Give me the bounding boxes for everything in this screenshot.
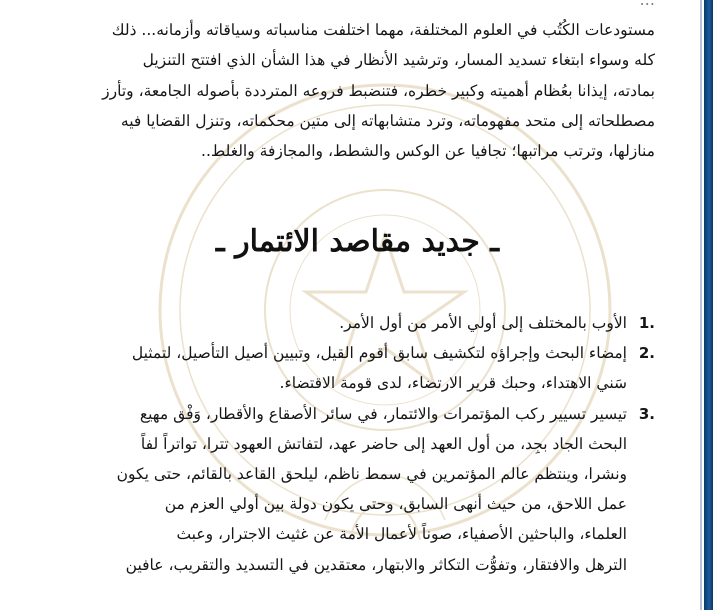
list-item-text [55,399,627,580]
item-line: الأوب بالمختلف إلى أولي الأمر من أول الأمر. [339,314,627,332]
list-item [55,399,655,580]
item-line: الترهل والافتقار، وتفوُّت التكاثر والابتهار، معتقدين في التسديد والتقريب، عافين [125,555,627,574]
item-line: العلماء، والباحثين الأصفياء، صوناً لأعمال الأمة عن غثيث الاجترار، وعبث [176,525,627,544]
numbered-list [55,308,655,580]
paragraph-line: كله وسواء ابتغاء تسديد المسار، وترشيد الأنظار في هذا الشأن الذي افتتح التنزيل [142,51,655,70]
paragraph-line: بمادته، إيذانا بعُظام أهميته وكبير خطره، فتنضبط فروعه المترددة بأصوله الجامعة، وتأرز [102,81,655,100]
paragraph-line: … [639,0,655,9]
list-item [55,338,655,398]
paragraph-line: منازلها، وترتب مراتبها؛ تجافيا عن الوكس والشطط، والمجازفة والغلط.. [201,141,655,160]
paragraph-line: مصطلحاته إلى متحد مفهوماته، وترد متشابهاته إلى متين محكماته، وتنزل القضايا فيه [120,111,655,130]
item-line: البحث الجاد بجِد، من أول العهد إلى حاضر عهد، لتفاتش العهود تترا، تواتراً لفاً [140,434,627,453]
side-bar-edge [700,0,702,610]
intro-paragraph [55,0,655,166]
item-line: عمل اللاحق، من حيث أنهى السابق، وحتى يكون دولة بين أولي العزم من [164,495,627,514]
list-number: .2 [638,344,655,363]
list-number: .1 [638,314,655,332]
item-line: إمضاء البحث وإجراؤه لتكشيف سابق أقوم القيل، وتبيين أصيل التأصيل، لتمثيل [131,344,627,363]
list-number: .3 [638,404,655,423]
side-decoration-bar [704,0,713,610]
list-item-text [55,308,627,338]
list-item-text [55,338,627,398]
list-item [55,308,655,338]
section-heading: ـ جديد مقاصد الائتمار ـ [215,224,500,259]
item-line: تيسير تسيير ركب المؤتمرات والائتمار، في سائر الأصقاع والأقطار، وَفْق مهيع [139,404,627,423]
item-line: سَني الاهتداء، وحبك قرير الارتضاء، لدى قومة الاقتضاء. [279,374,627,393]
paragraph-line: مستودعات الكُتُب في العلوم المختلفة، مهما اختلفت مناسباته وسياقاته وأزمانه... ذلك [111,21,655,40]
item-line: ونشرا، وينتظم عالم المؤتمرين في سمط ناظم، ليلحق القاعد بالقائم، حتى يكون [116,465,627,484]
